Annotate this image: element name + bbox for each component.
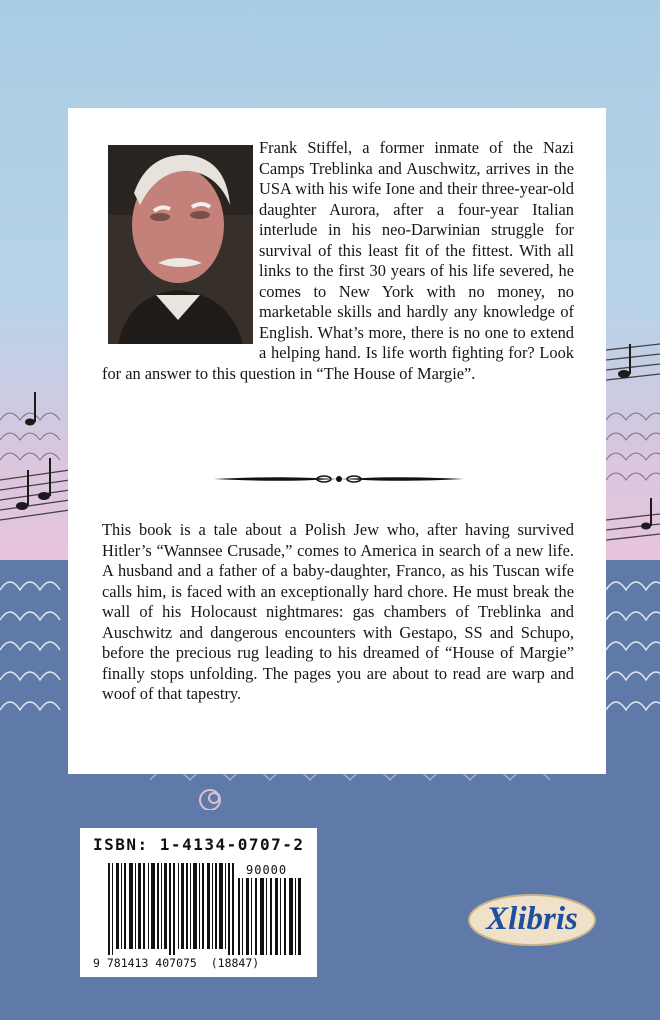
ornamental-divider	[214, 466, 464, 492]
ean-suffix: (18847)	[210, 956, 260, 970]
ean-digits-line	[93, 956, 259, 970]
author-bio-text: Frank Stiffel, a former inmate of the Nazi Camps Treblinka and Auschwitz, arrives in the USA with his wife Ione and their three-year-old daughter Aurora, after a four-year Italian interlude in his neo-Darwinian struggle for survival of this least fit of the fittest. With all links to the first 30 years of his life severed, he comes to New York with no money, no marketable skills and hardly any knowledge of English. What’s more, there is no one to extend a helping hand. Is life worth fighting for? Look for an answer to this question in “The House of Margie”.	[102, 138, 574, 383]
isbn-barcode-block	[80, 828, 317, 977]
ean-digits: 9 781413 407075	[93, 956, 197, 970]
price-addon-barcode	[238, 878, 302, 955]
book-summary-paragraph: This book is a tale about a Polish Jew who, after having survived Hitler’s “Wannsee Crusade,” comes to America in search of a new life. A husband and a father of a baby-daughter, Franco, as his Tuscan wife calls him, is faced with an exceptionally hard chore. He must break the wall of his Holocaust nightmares: gas chambers of Treblinka and Auschwitz and dangerous encounters with Gestapo, SS and Schupo, before the precious rug leading to his dreamed of “House of Margie” finally stops unfolding. The pages you are about to read are warp and woof of that tapestry.	[102, 520, 574, 703]
price-code: 90000	[246, 863, 288, 877]
isbn-label: ISBN: 1-4134-0707-2	[93, 835, 305, 854]
publisher-name: Xlibris	[486, 901, 578, 937]
back-cover-text-panel	[68, 108, 606, 774]
ean-barcode	[108, 863, 236, 955]
author-bio-paragraph	[102, 138, 574, 384]
photo-spacer	[102, 138, 259, 348]
publisher-logo	[466, 892, 598, 948]
